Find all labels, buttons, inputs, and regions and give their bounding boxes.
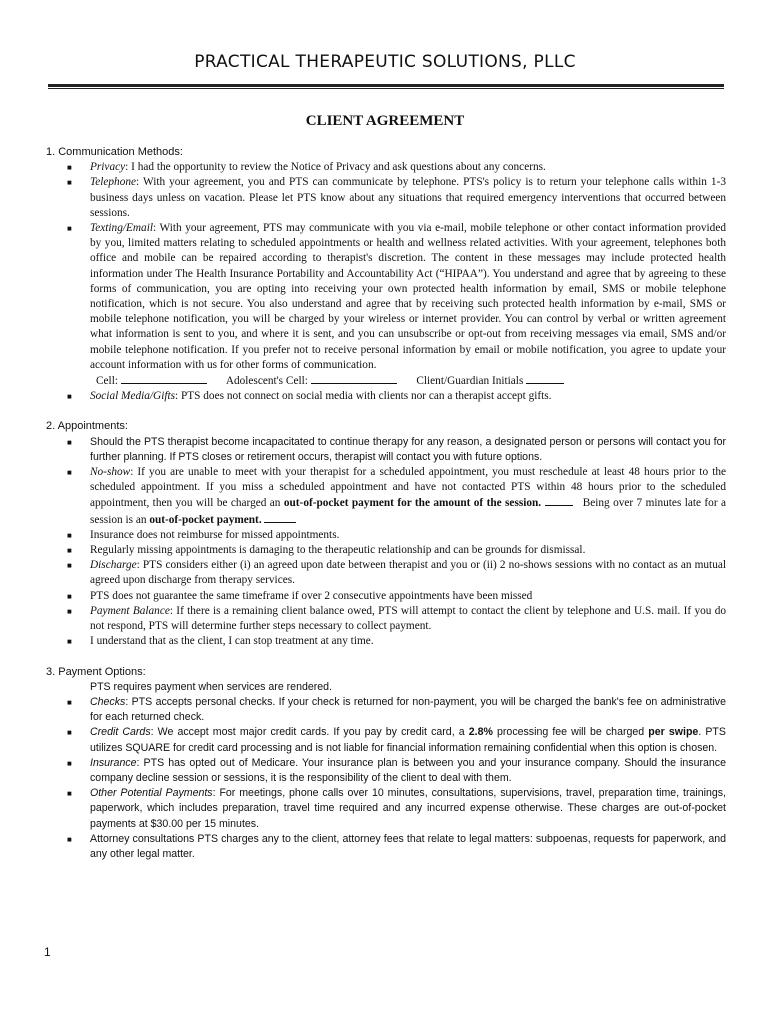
bullet-icon: ■: [67, 834, 72, 844]
item-text: Attorney consultations PTS charges any to the client, attorney fees that relate to legal matters: subpoenas, requests for paperwork, and any other legal matter.: [90, 832, 726, 860]
list-item-credit-cards: [46, 725, 726, 755]
item-text: : PTS has opted out of Medicare. Your insurance plan is between you and your insurance company. Should the insurance company decline session or sessions, it is the responsibility of the client to deal with them.: [90, 756, 726, 784]
list-item-stop-treatment: [46, 634, 726, 649]
bullet-icon: ■: [67, 591, 72, 601]
item-text: Should the PTS therapist become incapacitated to continue therapy for any reason, a designated person or persons will contact you for further planning. If PTS closes or retirement occurs, therapist will contact you with future options.: [90, 435, 726, 463]
bullet-icon: ■: [67, 697, 72, 707]
item-term: No-show: [90, 466, 131, 479]
item-term: Payment Balance: [90, 604, 170, 617]
item-bold-text: per swipe: [648, 726, 699, 739]
document-title: CLIENT AGREEMENT: [305, 113, 465, 129]
header-rule: [48, 84, 724, 87]
list-item-no-show: [46, 465, 726, 528]
list-item-social-media: [46, 389, 726, 404]
item-term: Social Media/Gifts: [90, 390, 176, 403]
item-text: Being over 7 minutes late for a session is an: [90, 497, 726, 526]
list-item-discharge: [46, 558, 726, 588]
list-item-other-payments: [46, 786, 726, 832]
item-text: : I had the opportunity to review the Notice of Privacy and ask questions about any concerns.: [125, 161, 546, 174]
item-text: : PTS considers either (i) an agreed upon date between therapist and you or (ii) 2 no-shows sessions with no contact as an mutual agreed upon discharge from therapy services.: [90, 559, 726, 587]
cell-blank-field[interactable]: [121, 373, 207, 384]
section-heading: 1. Communication Methods:: [46, 146, 183, 158]
bullet-icon: ■: [67, 224, 72, 234]
item-text: I understand that as the client, I can stop treatment at any time.: [90, 635, 374, 648]
bullet-icon: ■: [67, 530, 72, 540]
item-text: PTS does not guarantee the same timeframe if over 2 consecutive appointments have been missed: [90, 589, 533, 602]
bullet-icon: ■: [67, 789, 72, 799]
list-item-telephone: [46, 175, 726, 221]
item-term: Discharge: [90, 559, 137, 572]
list-item-insurance: [46, 528, 726, 543]
item-text: : With your agreement, PTS may communicate with you via e-mail, mobile telephone or other contact information provided by you, limited matters relating to scheduled appointments or health and wellness related activities. With your agreement, telephones both office and mobile can be repaired according to therapist's discretion. The content in these messages may include protected health information under The Health Insurance Portability and Accountability Act (“HIPAA”). You understand and agree that by agreeing to these forms of communication, you are opting into receiving your own protected health information by email, SMS or mobile telephone notification, which is not secure. You also understand and agree that by receiving such protected health information by e-mail, SMS or mobile telephone notification, you will be charged by your wireless or internet provider. You can control by verbal or written agreement what information is sent to you, and where it is sent, and you can unsubscribe or opt-out from receiving messages via email, SMS and/or mobile telephone notification. If you prefer not to receive personal information by email or mobile notification, you agree to update your account information with us for other forms of communication.: [90, 222, 726, 371]
list-item-guarantee: [46, 589, 726, 604]
list-item-checks: [46, 695, 726, 725]
bullet-icon: ■: [67, 163, 72, 173]
item-text: : PTS accepts personal checks. If your check is returned for non-payment, you will be charged the bank's fee on administrative for each returned check.: [90, 695, 726, 724]
client-initials-label: Client/Guardian Initials: [416, 375, 524, 388]
header-rule-thin: [48, 88, 724, 89]
item-bold-text: out-of-pocket payment for the amount of the session.: [283, 497, 542, 510]
item-text: : If there is a remaining client balance owed, PTS will attempt to contact the client by telephone and U.S. mail. If you do not respond, PTS will determine further steps necessary to collect payment.: [90, 604, 726, 633]
item-bold-text: 2.8%: [468, 726, 493, 739]
item-text: : We accept most major credit cards. If you pay by credit card, a: [150, 726, 469, 739]
item-term: Texting/Email: [90, 222, 153, 235]
section-appointments: [46, 419, 726, 649]
list-item-payment-balance: [46, 604, 726, 634]
bullet-icon: ■: [67, 178, 72, 188]
late-initials-blank-field[interactable]: [264, 512, 296, 523]
bullet-icon: ■: [67, 561, 72, 571]
section-heading: 2. Appointments:: [46, 420, 128, 433]
client-initials-blank-field[interactable]: [526, 373, 564, 384]
no-show-initials-blank-field[interactable]: [545, 495, 573, 506]
item-text: : With your agreement, you and PTS can communicate by telephone. PTS's policy is to return your telephone calls within 1-3 business days unless on vacation. Please let PTS know about any situations that required emergency interventions that occurred between sessions.: [90, 176, 726, 219]
item-text: : PTS does not connect on social media with clients nor can a therapist accept gifts.: [175, 390, 552, 403]
item-bold-text: out-of-pocket payment.: [149, 513, 262, 526]
page-number: 1: [44, 945, 51, 959]
bullet-icon: ■: [67, 392, 72, 402]
item-text: Insurance does not reimburse for missed appointments.: [90, 528, 340, 541]
cell-label: Cell:: [96, 375, 118, 388]
item-term: Insurance: [90, 756, 137, 769]
adolescent-cell-label: Adolescent's Cell:: [225, 375, 308, 388]
bullet-icon: ■: [67, 437, 72, 447]
item-text: processing fee will be charged: [492, 726, 649, 739]
item-term: Other Potential Payments: [90, 787, 213, 800]
company-name: PRACTICAL THERAPEUTIC SOLUTIONS, PLLC: [194, 52, 576, 72]
list-item-attorney: [46, 832, 726, 862]
bullet-icon: ■: [67, 728, 72, 738]
section-payment-options: [46, 665, 726, 863]
document-body: [46, 145, 726, 862]
list-item-incapacitated: [46, 435, 726, 465]
list-item-texting-email: [46, 221, 726, 373]
item-text: . PTS utilizes SQUARE for credit card processing and is not liable for financial information remaining confidential when this option is chosen.: [90, 726, 726, 754]
item-term: Telephone: [90, 176, 137, 189]
bullet-icon: ■: [67, 758, 72, 768]
bullet-icon: ■: [67, 637, 72, 647]
item-term: Checks: [90, 695, 126, 708]
bullet-icon: ■: [67, 546, 72, 556]
contact-initials-row: [46, 373, 726, 389]
adolescent-cell-blank-field[interactable]: [311, 373, 397, 384]
item-term: Privacy: [90, 161, 126, 174]
item-term: Credit Cards: [90, 726, 151, 739]
list-item-regularly-missing: [46, 543, 726, 558]
item-text: : For meetings, phone calls over 10 minutes, consultations, supervisions, travel, preparation time, trainings, paperwork, which includes preparation, travel time required and any incurred expense otherwise. These charges are out-of-pocket payments at $30.00 per 15 minutes.: [90, 787, 726, 830]
list-item-privacy: [46, 160, 726, 175]
section-communication: [46, 145, 726, 404]
list-item-insurance-payment: [46, 756, 726, 786]
item-text: Regularly missing appointments is damaging to the therapeutic relationship and can be grounds for dismissal.: [90, 544, 586, 557]
bullet-icon: ■: [67, 468, 72, 478]
section-intro: PTS requires payment when services are rendered.: [90, 680, 333, 693]
bullet-icon: ■: [67, 606, 72, 616]
item-text: : If you are unable to meet with your therapist for a scheduled appointment, you must reschedule at least 48 hours prior to the scheduled appointment. If you miss a scheduled appointment and have not contacted PTS within 48 hours prior to the scheduled appointment, then you will be charged an: [90, 466, 726, 510]
section-heading: 3. Payment Options:: [46, 665, 146, 678]
